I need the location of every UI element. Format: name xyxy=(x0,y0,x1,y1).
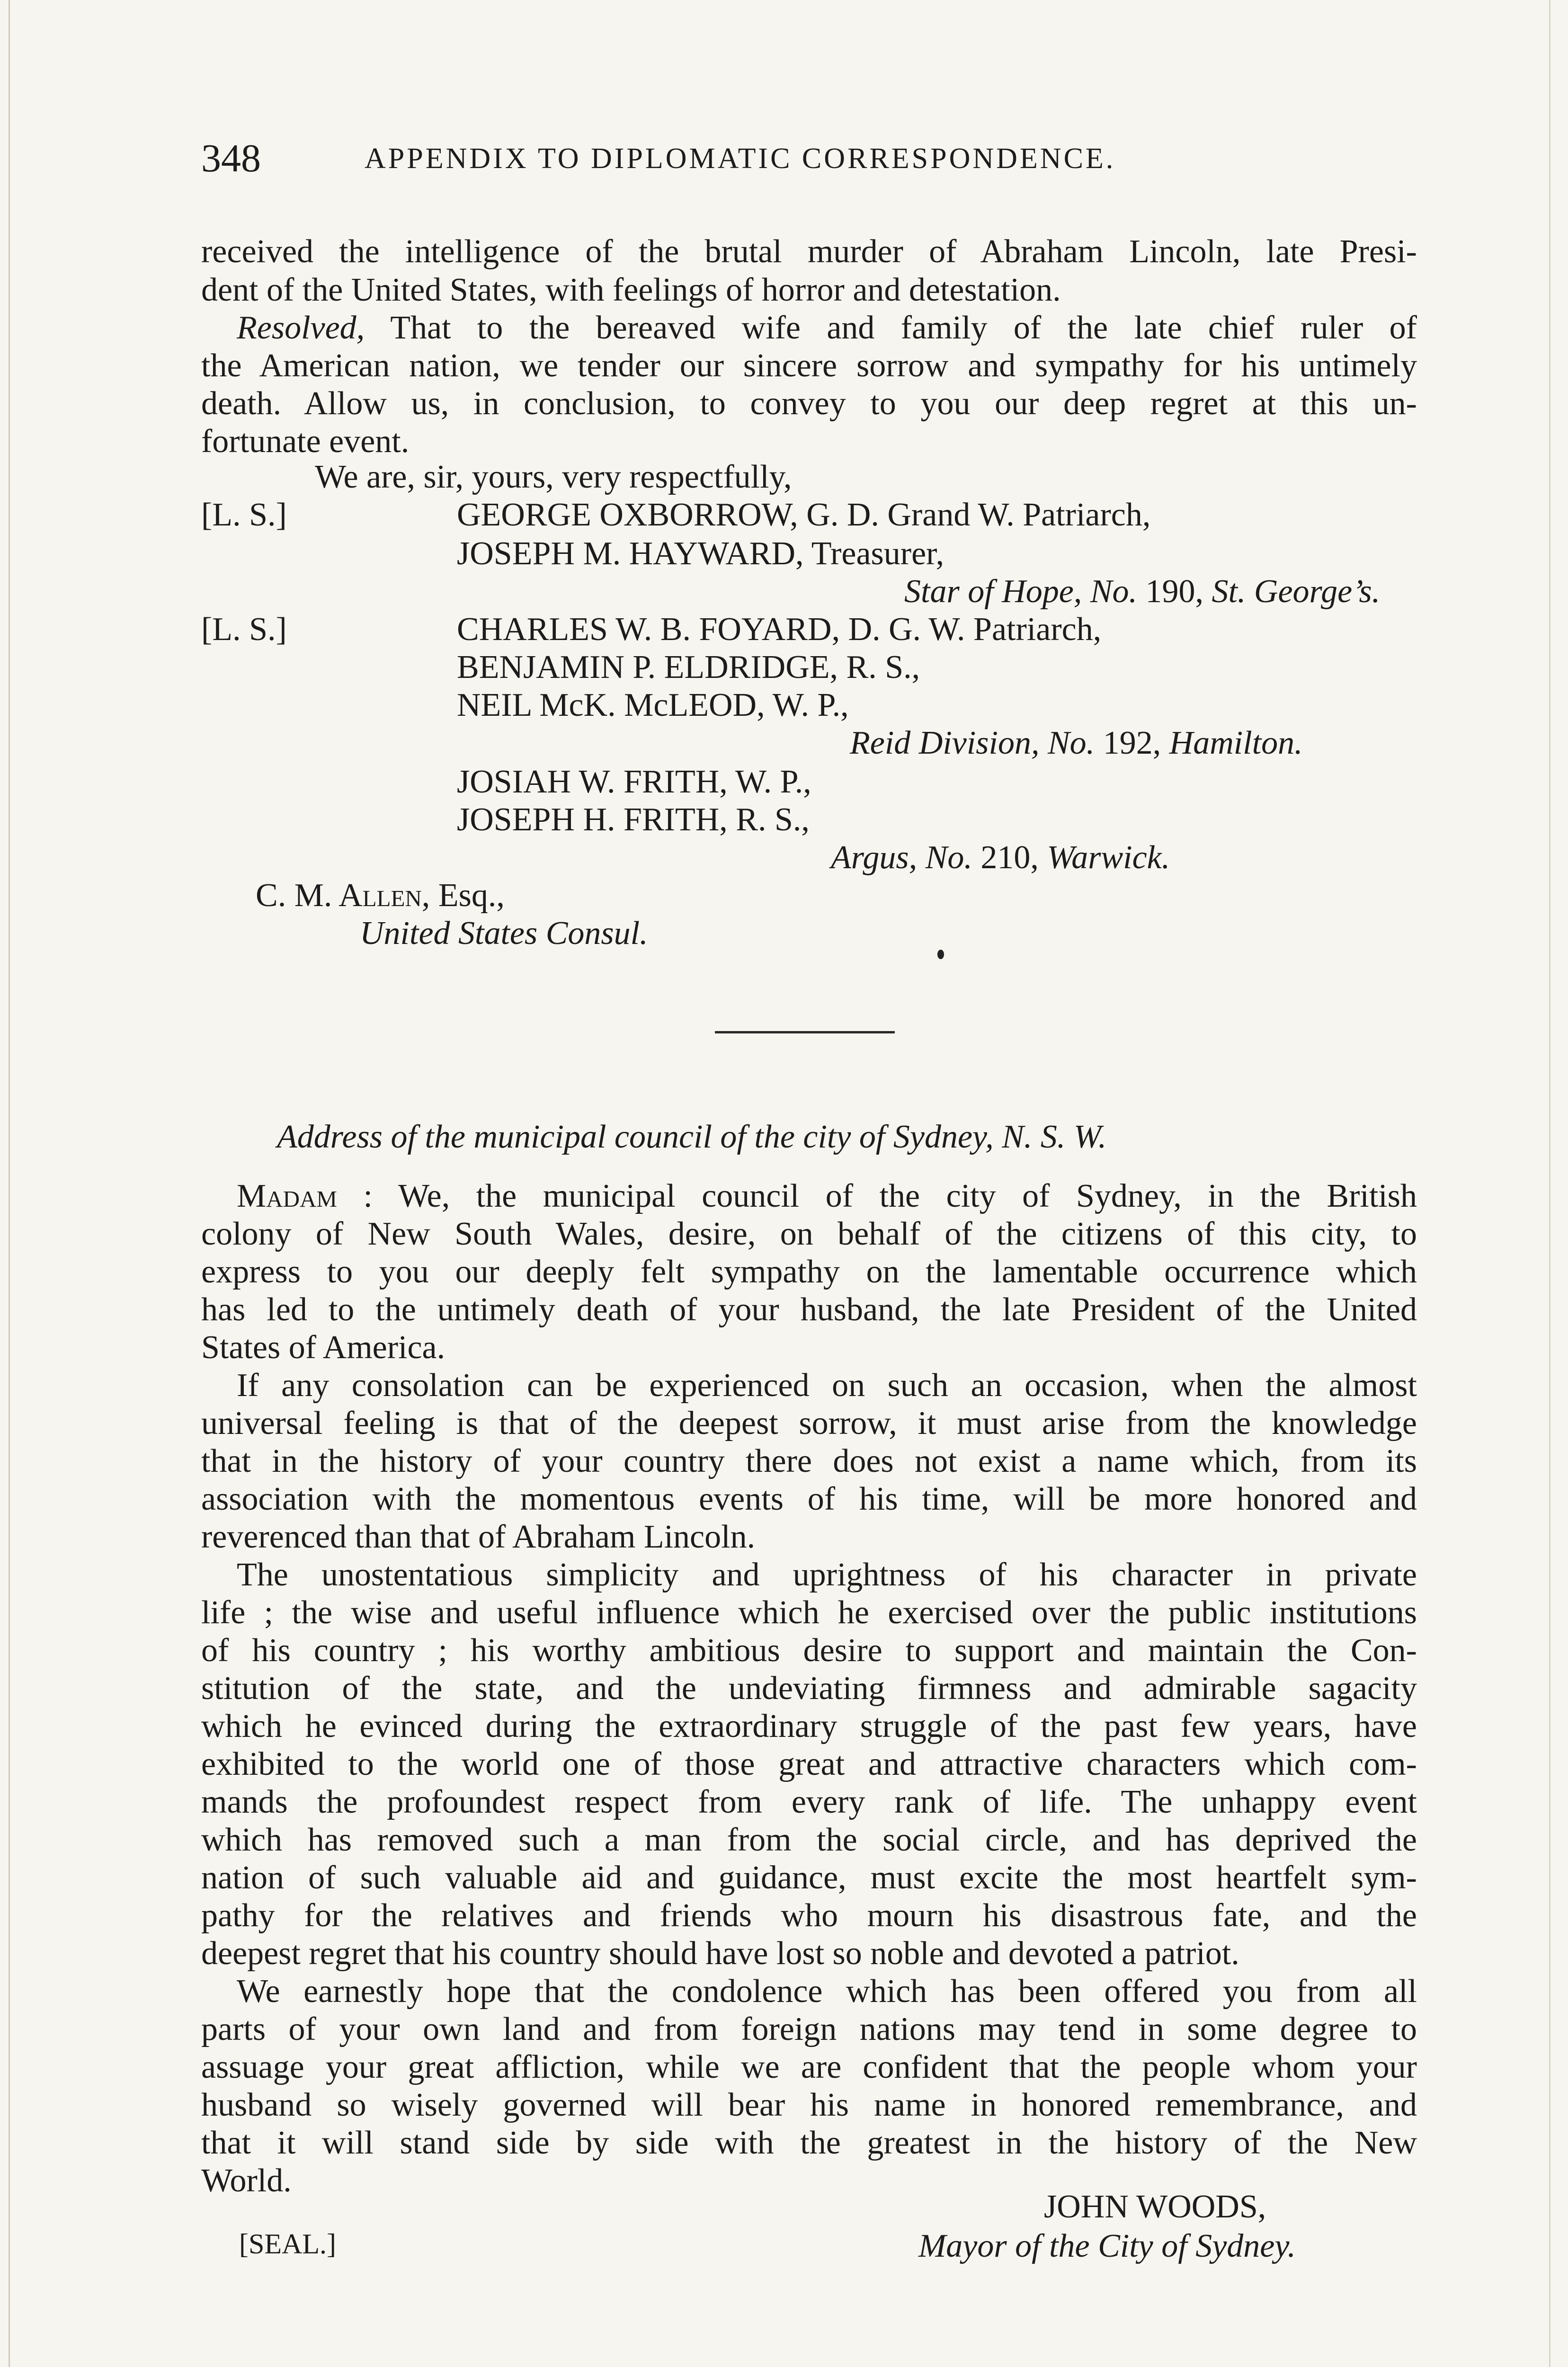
body-line: nation of such valuable aid and guidance, must excite the most heartfelt sym- xyxy=(201,1860,1417,1896)
closing-line: We are, sir, yours, very respectfully, xyxy=(315,459,792,495)
body-line: If any consolation can be experienced on such an occasion, when the almost xyxy=(237,1367,1417,1404)
body-line: The unostentatious simplicity and uprightness of his character in private xyxy=(237,1557,1417,1593)
body-line: World. xyxy=(201,2162,292,2199)
page-edge-left xyxy=(9,0,10,2367)
body-line: that in the history of your country there does not exist a name which, from its xyxy=(201,1443,1417,1479)
body-line: dent of the United States, with feelings of horror and detestation. xyxy=(201,272,1061,308)
body-line: fortunate event. xyxy=(201,423,410,460)
body-line: death. Allow us, in conclusion, to convey to you our deep regret at this un- xyxy=(201,385,1417,422)
signature-line: BENJAMIN P. ELDRIDGE, R. S., xyxy=(457,649,920,685)
lodge-line xyxy=(850,724,1303,762)
lodge-place: St. George’s. xyxy=(1212,573,1381,610)
addressee-line xyxy=(256,877,505,915)
body-line: We earnestly hope that the condolence which has been offered you from all xyxy=(237,1973,1417,2010)
signature-line: CHARLES W. B. FOYARD, D. G. W. Patriarch, xyxy=(457,611,1102,648)
salutation: Madam xyxy=(237,1178,337,1214)
signature-line: JOSEPH M. HAYWARD, Treasurer, xyxy=(457,535,944,572)
signature-line: JOSIAH W. FRITH, W. P., xyxy=(457,764,811,800)
body-line: exhibited to the world one of those great and attractive characters which com- xyxy=(201,1746,1417,1782)
body-line: received the intelligence of the brutal murder of Abraham Lincoln, late Presi- xyxy=(201,233,1417,270)
body-line: which he evinced during the extraordinary struggle of the past few years, have xyxy=(201,1708,1417,1744)
lodge-name: Star of Hope, No. xyxy=(904,573,1137,610)
salutation-line xyxy=(237,1177,1417,1215)
body-line: pathy for the relatives and friends who mourn his disastrous fate, and the xyxy=(201,1897,1417,1934)
body-line: reverenced than that of Abraham Lincoln. xyxy=(201,1519,756,1555)
seal-mark: [L. S.] xyxy=(201,497,287,533)
body-line: assuage your great affliction, while we are confident that the people whom your xyxy=(201,2049,1417,2085)
addressee-suffix: Esq., xyxy=(430,877,505,914)
body-line: husband so wisely governed will bear his name in honored remembrance, and xyxy=(201,2087,1417,2123)
body-line: which has removed such a man from the social circle, and has deprived the xyxy=(201,1822,1417,1858)
resolved-text: That to the bereaved wife and family of the late chief ruler of xyxy=(365,310,1417,346)
lodge-name: Argus, No. xyxy=(831,839,972,876)
lodge-number: 210, xyxy=(972,839,1047,876)
lodge-place: Warwick. xyxy=(1047,839,1170,876)
body-line: deepest regret that his country should have lost so noble and devoted a patriot. xyxy=(201,1935,1239,1972)
body-line: life ; the wise and useful influence which he exercised over the public institutions xyxy=(201,1594,1417,1631)
signature-line: NEIL McK. McLEOD, W. P., xyxy=(457,687,849,723)
ink-dot xyxy=(937,950,944,959)
lodge-number: 190, xyxy=(1137,573,1212,610)
resolved-lead: Resolved, xyxy=(237,310,365,346)
seal-mark: [SEAL.] xyxy=(239,2228,336,2260)
body-line: express to you our deeply felt sympathy on the lamentable occurrence which xyxy=(201,1254,1417,1290)
body-line: States of America. xyxy=(201,1329,445,1366)
signature-line: GEORGE OXBORROW, G. D. Grand W. Patriarch, xyxy=(457,497,1151,533)
body-line: has led to the untimely death of your husband, the late President of the United xyxy=(201,1291,1417,1328)
body-line: universal feeling is that of the deepest sorrow, it must arise from the knowledge xyxy=(201,1405,1417,1442)
body-line: of his country ; his worthy ambitious desire to support and maintain the Con- xyxy=(201,1632,1417,1669)
signature-line: JOSEPH H. FRITH, R. S., xyxy=(457,801,810,838)
body-line: parts of your own land and from foreign nations may tend in some degree to xyxy=(201,2011,1417,2047)
addressee-name: C. M. Allen, xyxy=(256,877,430,914)
seal-mark: [L. S.] xyxy=(201,611,287,648)
body-line: mands the profoundest respect from every rank of life. The unhappy event xyxy=(201,1784,1417,1820)
body-line: stitution of the state, and the undeviating firmness and admirable sagacity xyxy=(201,1670,1417,1707)
page-number: 348 xyxy=(201,136,261,180)
body-line: that it will stand side by side with the greatest in the history of the New xyxy=(201,2125,1417,2161)
body-line: colony of New South Wales, desire, on behalf of the citizens of this city, to xyxy=(201,1216,1417,1252)
salutation-text: : We, the municipal council of the city of Sydney, in the British xyxy=(337,1178,1417,1214)
lodge-name: Reid Division, No. xyxy=(850,725,1095,761)
page-edge-right xyxy=(1549,0,1550,2367)
body-line: the American nation, we tender our sincere sorrow and sympathy for his untimely xyxy=(201,347,1417,384)
addressee-title: United States Consul. xyxy=(360,915,648,952)
body-line: association with the momentous events of his time, will be more honored and xyxy=(201,1481,1417,1517)
lodge-place: Hamilton. xyxy=(1169,725,1303,761)
lodge-number: 192, xyxy=(1095,725,1169,761)
mayor-signature: JOHN WOODS, xyxy=(1044,2189,1266,2225)
lodge-line xyxy=(831,839,1170,877)
mayor-title: Mayor of the City of Sydney. xyxy=(918,2228,1296,2264)
section-divider xyxy=(715,1031,895,1033)
resolved-line xyxy=(237,309,1417,347)
lodge-line xyxy=(904,573,1380,611)
running-header-title: APPENDIX TO DIPLOMATIC CORRESPONDENCE. xyxy=(365,142,1116,175)
section-heading: Address of the municipal council of the city of Sydney, N. S. W. xyxy=(277,1119,1107,1155)
